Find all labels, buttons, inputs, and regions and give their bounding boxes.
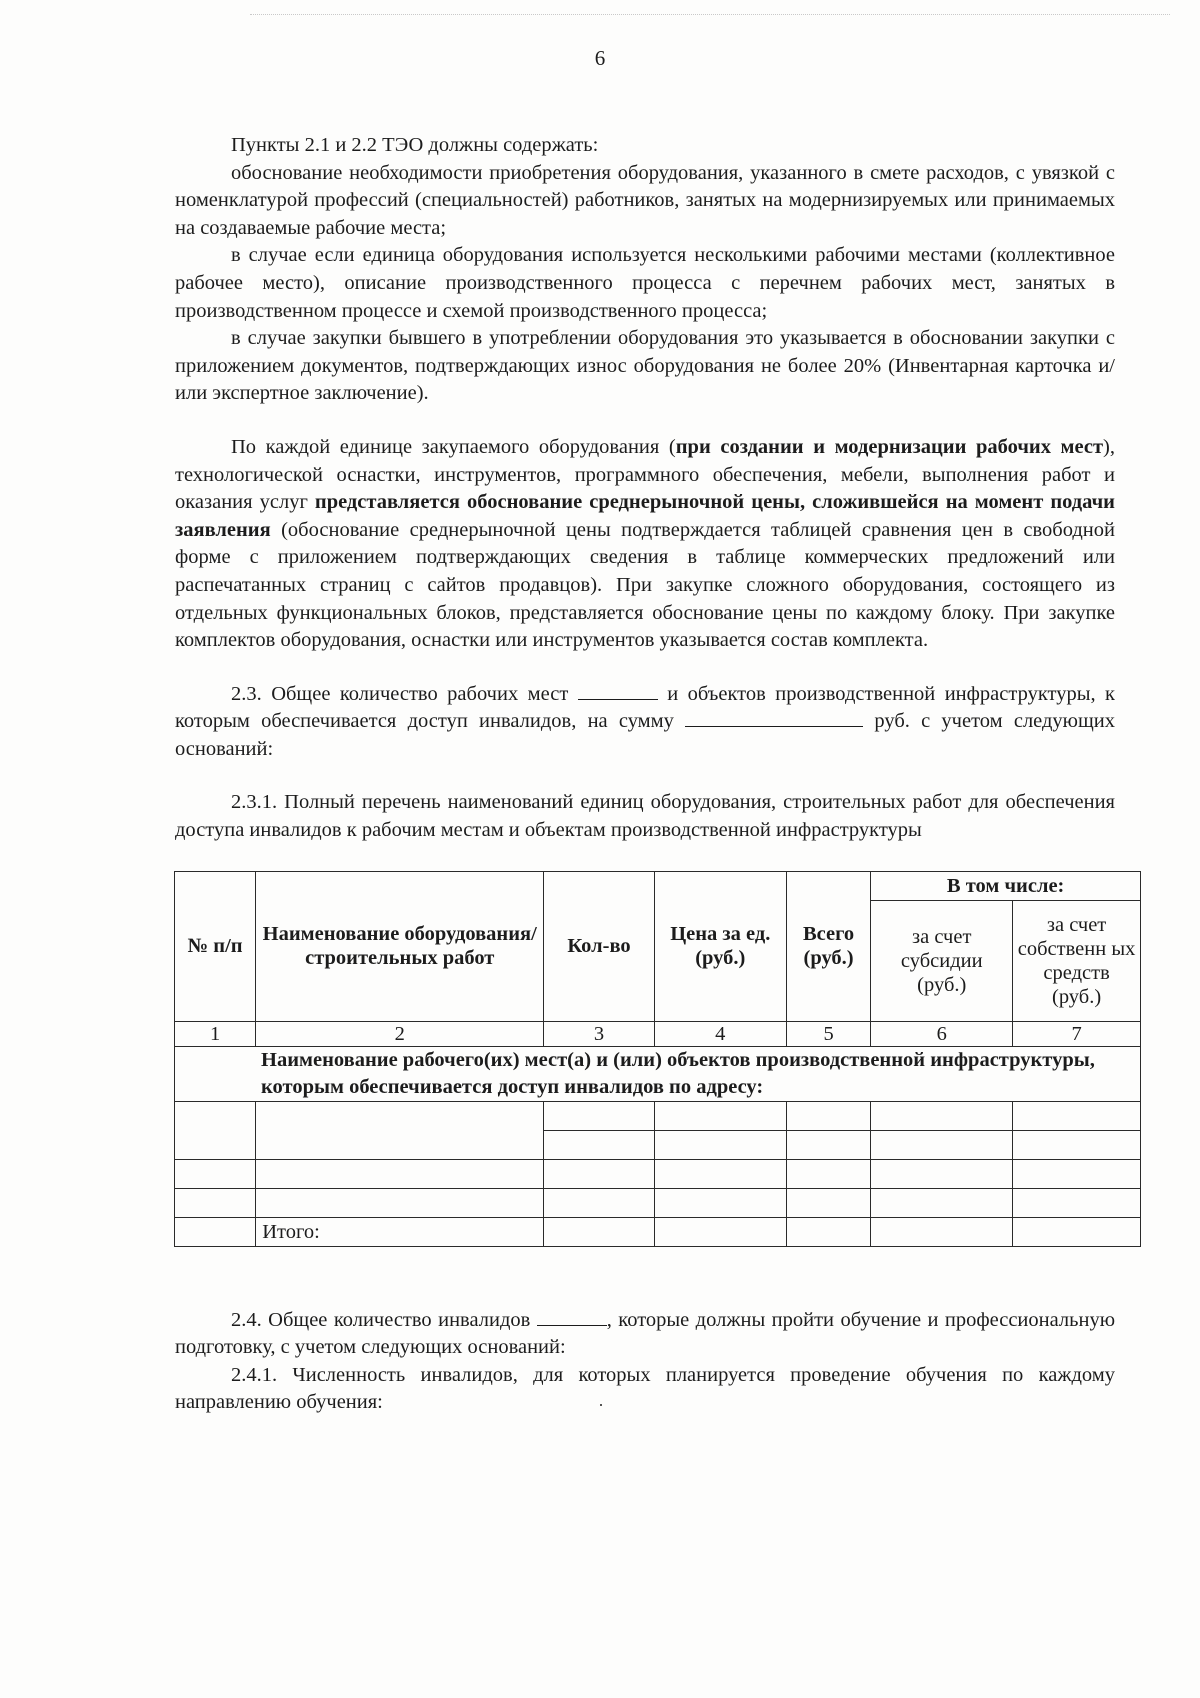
table-cell[interactable] <box>871 1101 1013 1130</box>
header-own-funds: за счет собственн ых средств (руб.) <box>1013 900 1141 1021</box>
table-cell[interactable] <box>1013 1101 1141 1130</box>
table-cell[interactable] <box>654 1101 786 1130</box>
text-run: и объектов производственной инфраструктуры, к которым обеспечивается доступ инвалидов, на сумму <box>175 682 1116 733</box>
workplace-section-row <box>175 1046 1141 1101</box>
text-run: ), технологической оснастки, инструментов, программного обеспечения, мебели, выполнения работ и оказания услуг <box>175 435 1115 514</box>
table-cell[interactable] <box>654 1188 786 1217</box>
text-run: 2.4. Общее количество инвалидов <box>231 1308 531 1331</box>
col-number: 4 <box>654 1021 786 1046</box>
total-row <box>175 1217 1141 1246</box>
section-2-3-1: 2.3.1. Полный перечень наименований единиц оборудования, строительных работ для обеспечения доступа инвалидов к рабочим местам и объектам производственной инфраструктуры <box>175 791 1115 842</box>
col-number: 7 <box>1013 1021 1141 1046</box>
bold-run: представляется обоснование среднерыночной цены, сложившейся на момент подачи заявления <box>175 491 1115 541</box>
table-cell[interactable] <box>654 1159 786 1188</box>
table-cell[interactable] <box>1013 1130 1141 1159</box>
section-2-4-1: 2.4.1. Численность инвалидов, для которых планируется проведение обучения по каждому направлению обучения: <box>175 1363 1115 1414</box>
header-num: № п/п <box>175 871 256 1021</box>
text-run: , которые должны пройти обучение и профессиональную подготовку, с учетом следующих оснований: <box>175 1308 1116 1359</box>
header-including: В том числе: <box>871 871 1141 900</box>
text-run: руб. с учетом следующих оснований: <box>175 710 1116 760</box>
table-cell[interactable] <box>1013 1159 1141 1188</box>
table-cell[interactable] <box>654 1217 786 1246</box>
header-name: Наименование оборудования/ строительных работ <box>256 871 544 1021</box>
table-cell[interactable] <box>544 1188 654 1217</box>
blank-workplaces-field[interactable] <box>578 699 658 700</box>
table-cell[interactable] <box>871 1217 1013 1246</box>
document-body <box>175 132 1136 1417</box>
table-cell[interactable] <box>1013 1188 1141 1217</box>
table-row <box>175 1101 1141 1130</box>
text-run: (обоснование среднерыночной цены подтверждается таблицей сравнения цен в свободной форме с приложением подтверждающих сведения в таблице коммерческих предложений или распечатанных страниц с сайтов продавцов). При закупке сложного оборудования, состоящего из отдельных функциональных блоков, представляется обоснование цены по каждому блоку. При закупке комплектов оборудования, оснастки или инструментов указывается состав комплекта. <box>175 518 1115 652</box>
block1-item-equipment: обоснование необходимости приобретения оборудования, указанного в смете расходов, с увязкой с номенклатурой профессий (специальностей) работников, занятых на модернизируемых или принимаемых на создаваемые рабочие места; <box>175 161 1115 239</box>
bold-run: при создании и модернизации рабочих мест <box>675 435 1104 458</box>
table-cell[interactable] <box>256 1188 544 1217</box>
blank-sum-field[interactable] <box>685 726 863 727</box>
table-cell[interactable] <box>544 1217 654 1246</box>
col-number: 6 <box>871 1021 1013 1046</box>
table-cell[interactable] <box>871 1159 1013 1188</box>
workplace-section-label: Наименование рабочего(их) мест(а) и (или) объектов производственной инфраструктуры, которым обеспечивается доступ инвалидов по адресу: <box>175 1046 1141 1101</box>
col-number: 5 <box>786 1021 870 1046</box>
table-cell[interactable] <box>654 1130 786 1159</box>
header-qty: Кол-во <box>544 871 654 1021</box>
block1-heading: Пункты 2.1 и 2.2 ТЭО должны содержать: <box>231 134 599 156</box>
header-total: Всего (руб.) <box>786 871 870 1021</box>
table-cell[interactable] <box>871 1188 1013 1217</box>
table-cell[interactable] <box>786 1101 870 1130</box>
section-2-3 <box>175 681 1115 764</box>
table-cell[interactable] <box>544 1101 654 1130</box>
blank-disabled-count-field[interactable] <box>537 1325 607 1326</box>
text-run: 2.3. Общее количество рабочих мест <box>231 682 569 705</box>
table-cell[interactable] <box>175 1188 256 1217</box>
scan-edge-artifact <box>250 14 1170 15</box>
page-number: 6 <box>594 46 606 70</box>
table-cell[interactable] <box>786 1159 870 1188</box>
table-row <box>175 1159 1141 1188</box>
column-number-row <box>175 1021 1141 1046</box>
col-number: 3 <box>544 1021 654 1046</box>
block1-item-used: в случае закупки бывшего в употреблении оборудования это указывается в обосновании закупки с приложением документов, подтверждающих износ оборудования не более 20% (Инвентарная карточка и/или экспертное заключение). <box>175 327 1115 405</box>
table-cell[interactable] <box>786 1188 870 1217</box>
table-cell[interactable] <box>1013 1217 1141 1246</box>
price-justification-paragraph <box>175 434 1115 655</box>
col-number: 2 <box>256 1021 544 1046</box>
text-run: По каждой единице закупаемого оборудования ( <box>231 435 676 458</box>
block1-item-collective: в случае если единица оборудования используется несколькими рабочими местами (коллективное рабочее место), описание производственного процесса с перечнем рабочих мест, занятых в производственном процессе и схемой производственного процесса; <box>175 244 1115 322</box>
table-cell[interactable] <box>175 1101 256 1159</box>
table-row <box>175 1188 1141 1217</box>
table-cell[interactable] <box>256 1101 544 1159</box>
equipment-table <box>174 871 1141 1247</box>
table-cell[interactable] <box>175 1159 256 1188</box>
table-cell[interactable] <box>786 1130 870 1159</box>
header-price: Цена за ед. (руб.) <box>654 871 786 1021</box>
table-cell[interactable] <box>544 1159 654 1188</box>
table-cell[interactable] <box>256 1159 544 1188</box>
total-label: Итого: <box>256 1217 544 1246</box>
table-cell[interactable] <box>871 1130 1013 1159</box>
table-header-row <box>175 871 1141 900</box>
header-subsidy: за счет субсидии (руб.) <box>871 900 1013 1021</box>
col-number: 1 <box>175 1021 256 1046</box>
table-cell[interactable] <box>544 1130 654 1159</box>
section-2-4 <box>175 1307 1115 1362</box>
scan-speck <box>600 1404 602 1406</box>
table-cell[interactable] <box>175 1217 256 1246</box>
table-cell[interactable] <box>786 1217 870 1246</box>
